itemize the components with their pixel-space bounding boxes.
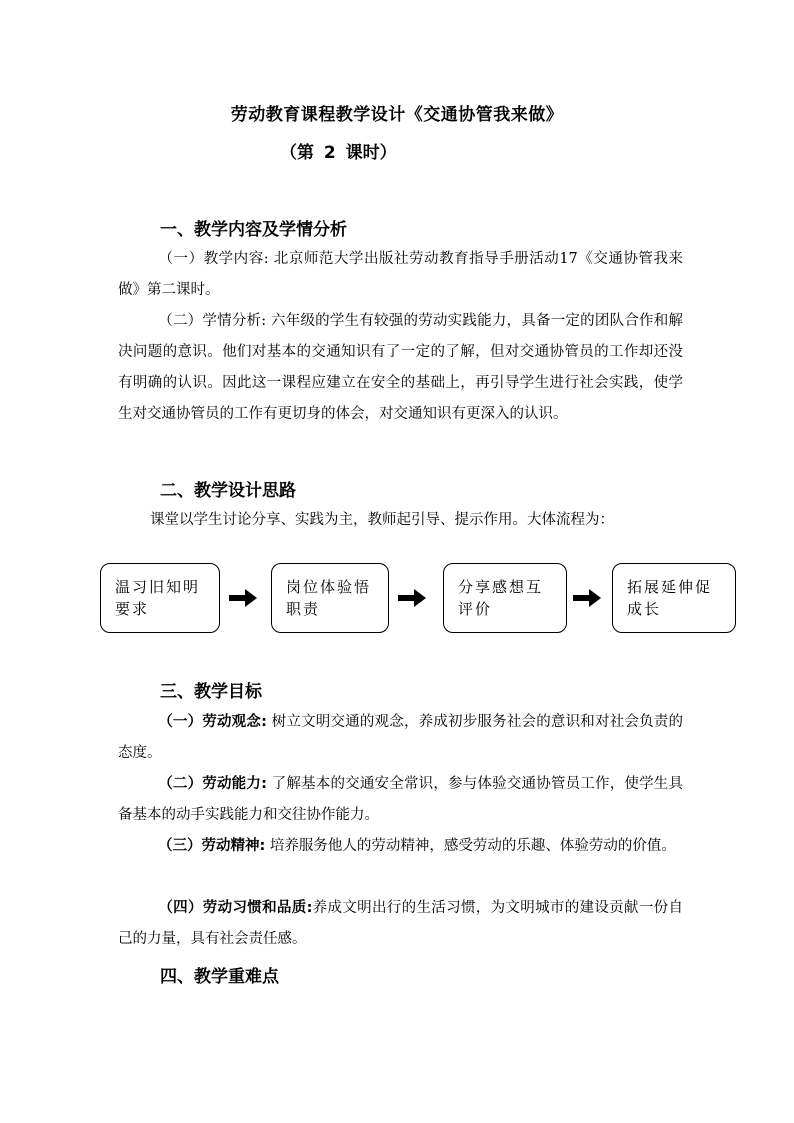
goal-text: 了解基本的交通安全常识，参与体验交通协管员工作，使学生具备基本的动手实践能力和交往协作能力。 [118,776,683,823]
goal-label: （二）劳动能力: [158,776,267,792]
goal-label: （四）劳动习惯和品质: [158,900,313,916]
section-1-heading: 一、教学内容及学情分析 [160,220,347,240]
document-title: 劳动教育课程教学设计《交通协管我来做》 [230,105,564,125]
arrow-right-icon [229,589,257,607]
goal-item [118,831,683,862]
flow-step-3: 分享感想互评价 [443,563,567,633]
goal-text: 树立文明交通的观念，养成初步服务社会的意识和对社会负责的态度。 [118,714,683,761]
flow-step-2: 岗位体验悟职责 [271,563,389,633]
goal-label: （三）劳动精神: [158,838,266,854]
goal-text: 培养服务他人的劳动精神，感受劳动的乐趣、体验劳动的价值。 [265,838,676,854]
flow-step-1: 温习旧知明要求 [100,563,220,633]
section-4-heading: 四、教学重难点 [160,967,279,987]
goal-item [118,893,683,955]
document-subtitle: （第 2 课时） [280,143,397,163]
arrow-right-icon [398,589,426,607]
goal-label: （一）劳动观念: [158,714,267,730]
goal-item [118,769,683,831]
teaching-content-text: （一）教学内容: 北京师范大学出版社劳动教育指导手册活动17《交通协管我来做》第二课时。 [118,251,683,298]
goal-text: 养成文明出行的生活习惯，为文明城市的建设贡献一份自己的力量，具有社会责任感。 [118,900,683,947]
flow-step-4: 拓展延伸促成长 [612,563,736,633]
section-2-heading: 二、教学设计思路 [160,481,296,501]
goal-item [118,707,683,769]
student-analysis-text: （二）学情分析: 六年级的学生有较强的劳动实践能力，具备一定的团队合作和解决问题的意识。他们对基本的交通知识有了一定的了解，但对交通协管员的工作却还没有明确的认识。因此这一课程应建立在安全的基础上，再引导学生进行社会实践，使学生对交通协管员的工作有更切身的体会，对交通知识有更深入的认识。 [118,313,683,422]
arrow-right-icon [573,589,601,607]
section-1-paragraph-content [118,244,683,306]
section-3-heading: 三、教学目标 [160,682,262,702]
section-2-intro: 课堂以学生讨论分享、实践为主，教师起引导、提示作用。大体流程为： [150,512,614,528]
section-1-paragraph-analysis [118,306,683,430]
